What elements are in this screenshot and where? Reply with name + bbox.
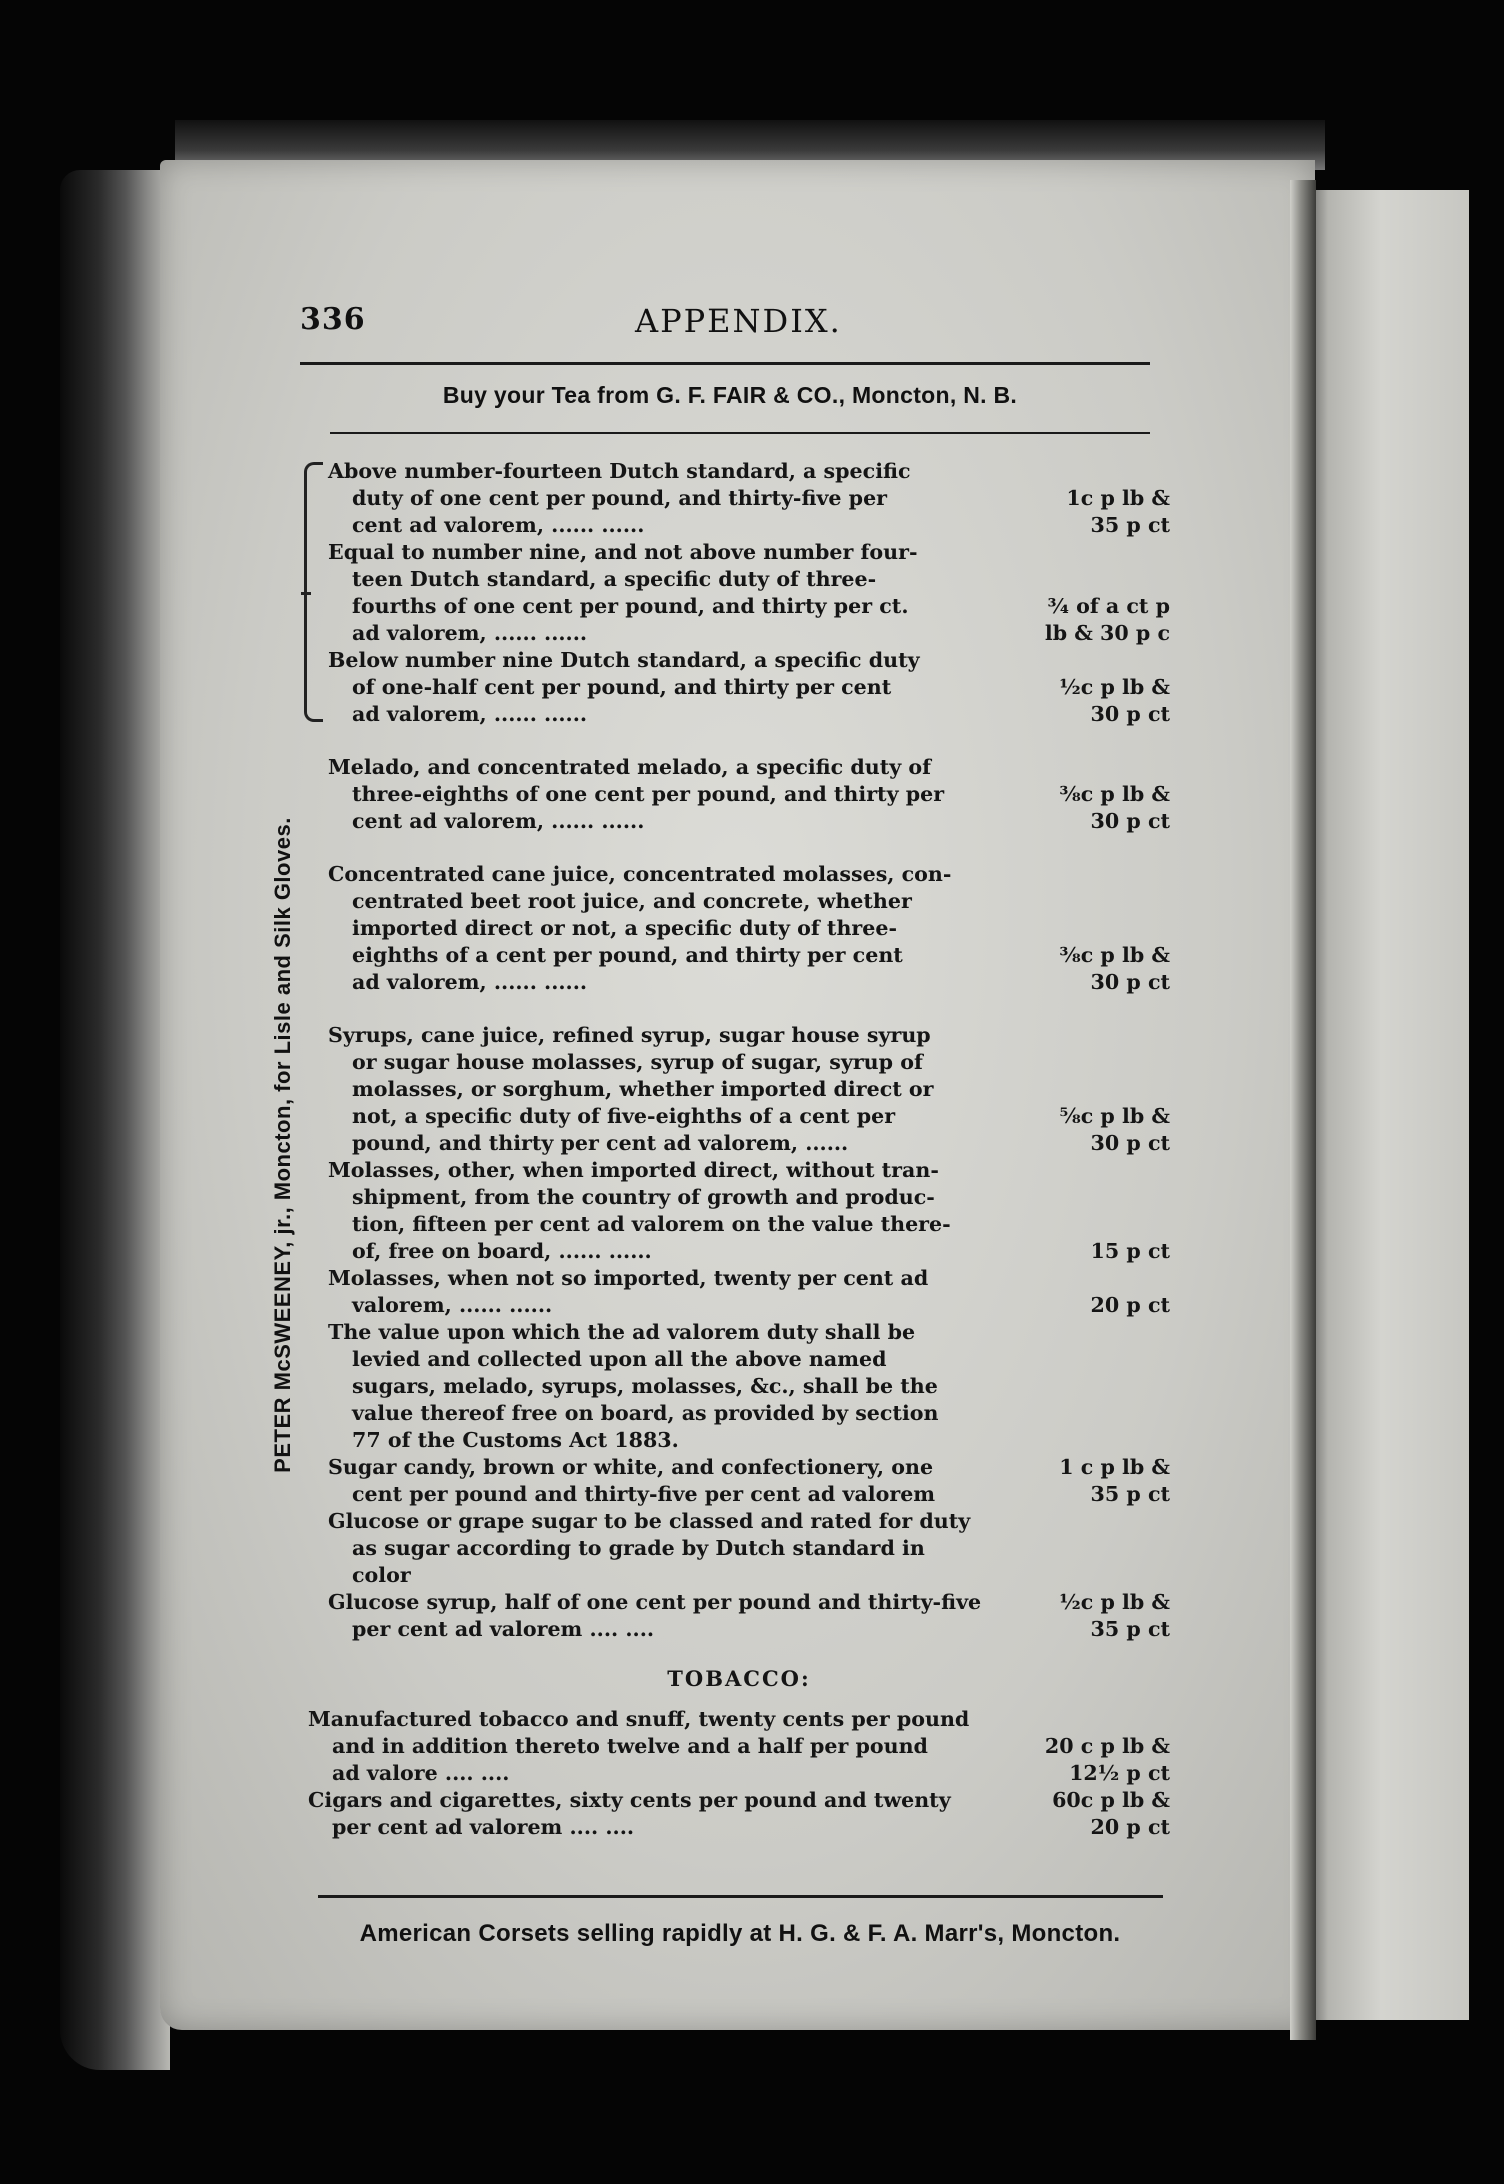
duty-rate bbox=[1042, 1706, 1170, 1787]
entry-description bbox=[328, 754, 1042, 835]
description-line: 77 of the Customs Act 1883. bbox=[352, 1428, 679, 1452]
description-line: Syrups, cane juice, refined syrup, sugar house syrup bbox=[328, 1023, 931, 1047]
duty-rate bbox=[1042, 754, 1170, 835]
top-advertisement: Buy your Tea from G. F. FAIR & CO., Moncton, N. B. bbox=[442, 382, 1018, 408]
description-line: Glucose or grape sugar to be classed and rated for duty bbox=[328, 1509, 971, 1533]
description-line: Equal to number nine, and not above number four- bbox=[328, 540, 918, 564]
bottom-advertisement: American Corsets selling rapidly at H. G. & F. A. Marr's, Moncton. bbox=[359, 1920, 1121, 1947]
side-advertisement: PETER McSWEENEY, jr., Moncton, for Lisle and Silk Gloves. bbox=[270, 817, 295, 1473]
duty-rate bbox=[1042, 1589, 1170, 1643]
tariff-entry bbox=[328, 458, 1170, 539]
rate-line: 1c p lb & bbox=[1066, 486, 1170, 510]
rate-line: 1 c p lb & bbox=[1059, 1455, 1170, 1479]
tariff-entries bbox=[328, 754, 1170, 1643]
tariff-entry bbox=[328, 1508, 1170, 1589]
footer-rule bbox=[318, 1895, 1163, 1898]
duty-rate bbox=[1042, 861, 1170, 996]
rate-line: ½c p lb & bbox=[1059, 1590, 1170, 1614]
rate-line: 15 p ct bbox=[1090, 1239, 1170, 1263]
description-line: imported direct or not, a specific duty of three- bbox=[352, 916, 898, 940]
rate-line: 30 p ct bbox=[1090, 1131, 1170, 1155]
description-line: ad valorem, ...... ...... bbox=[352, 702, 588, 726]
duty-rate bbox=[1042, 1022, 1170, 1157]
description-line: Molasses, when not so imported, twenty per cent ad bbox=[328, 1266, 929, 1290]
description-line: per cent ad valorem .... .... bbox=[332, 1815, 635, 1839]
entry-description bbox=[328, 1022, 1042, 1157]
facing-page bbox=[1306, 190, 1469, 2020]
duty-rate bbox=[1042, 1787, 1170, 1841]
duty-rate bbox=[1042, 1265, 1170, 1319]
duty-rate bbox=[1042, 539, 1170, 647]
rate-line: 20 p ct bbox=[1090, 1815, 1170, 1839]
tariff-entry bbox=[328, 1589, 1170, 1643]
page-gutter bbox=[1290, 180, 1316, 2040]
duty-rate bbox=[1042, 1454, 1170, 1508]
rate-line: 35 p ct bbox=[1090, 513, 1170, 537]
top-ad-rule bbox=[330, 432, 1150, 434]
description-line: teen Dutch standard, a specific duty of three- bbox=[352, 567, 877, 591]
description-line: Melado, and concentrated melado, a specific duty of bbox=[328, 755, 931, 779]
description-line: Below number nine Dutch standard, a specific duty bbox=[328, 648, 920, 672]
rate-line: ½c p lb & bbox=[1059, 675, 1170, 699]
tariff-entry bbox=[328, 1319, 1170, 1454]
entry-description bbox=[328, 1508, 1042, 1589]
tariff-entry bbox=[308, 1787, 1170, 1841]
description-line: of, free on board, ...... ...... bbox=[352, 1239, 652, 1263]
tariff-entry bbox=[328, 1454, 1170, 1508]
entry-description bbox=[328, 1589, 1042, 1643]
brace-mark bbox=[304, 462, 323, 722]
rate-line: 35 p ct bbox=[1090, 1617, 1170, 1641]
description-line: or sugar house molasses, syrup of sugar, syrup of bbox=[352, 1050, 923, 1074]
description-line: ad valorem, ...... ...... bbox=[352, 621, 588, 645]
tariff-entry bbox=[328, 1022, 1170, 1157]
rate-line: 20 c p lb & bbox=[1044, 1734, 1170, 1758]
description-line: ad valorem, ...... ...... bbox=[352, 970, 588, 994]
rate-line: ⅜c p lb & bbox=[1059, 782, 1170, 806]
description-line: cent ad valorem, ...... ...... bbox=[352, 809, 645, 833]
tariff-entry bbox=[328, 754, 1170, 835]
rate-line: 30 p ct bbox=[1090, 702, 1170, 726]
page-header bbox=[300, 302, 1150, 350]
entry-description bbox=[308, 1706, 1042, 1787]
description-line: cent ad valorem, ...... ...... bbox=[352, 513, 645, 537]
description-line: valorem, ...... ...... bbox=[352, 1293, 553, 1317]
description-line: fourths of one cent per pound, and thirty per ct. bbox=[352, 594, 909, 618]
tariff-entry bbox=[328, 861, 1170, 996]
description-line: Manufactured tobacco and snuff, twenty cents per pound bbox=[308, 1707, 970, 1731]
rate-line: 30 p ct bbox=[1090, 809, 1170, 833]
tobacco-entries bbox=[308, 1706, 1170, 1841]
header-rule bbox=[300, 362, 1150, 365]
running-title: APPENDIX. bbox=[635, 302, 842, 340]
rate-line: 20 p ct bbox=[1090, 1293, 1170, 1317]
description-line: value thereof free on board, as provided by section bbox=[352, 1401, 939, 1425]
description-line: Cigars and cigarettes, sixty cents per pound and twenty bbox=[308, 1788, 951, 1812]
description-line: three-eighths of one cent per pound, and thirty per bbox=[352, 782, 945, 806]
entry-description bbox=[328, 1157, 1042, 1265]
tariff-text bbox=[308, 458, 1170, 1841]
tariff-entry bbox=[308, 1706, 1170, 1787]
description-line: Molasses, other, when imported direct, without tran- bbox=[328, 1158, 939, 1182]
description-line: Glucose syrup, half of one cent per pound and thirty-five bbox=[328, 1590, 982, 1614]
description-line: molasses, or sorghum, whether imported direct or bbox=[352, 1077, 934, 1101]
tobacco-section bbox=[308, 1665, 1170, 1841]
duty-rate bbox=[1042, 458, 1170, 539]
entry-description bbox=[328, 861, 1042, 996]
description-line: cent per pound and thirty-five per cent ad valorem bbox=[352, 1482, 936, 1506]
description-line: as sugar according to grade by Dutch standard in bbox=[352, 1536, 925, 1560]
description-line: eighths of a cent per pound, and thirty per cent bbox=[352, 943, 903, 967]
entry-description bbox=[328, 647, 1042, 728]
rate-line: ⅜c p lb & bbox=[1059, 943, 1170, 967]
description-line: and in addition thereto twelve and a half per pound bbox=[332, 1734, 928, 1758]
description-line: per cent ad valorem .... .... bbox=[352, 1617, 655, 1641]
tariff-entry bbox=[328, 1265, 1170, 1319]
description-line: of one-half cent per pound, and thirty per cent bbox=[352, 675, 892, 699]
duty-rate bbox=[1042, 1319, 1170, 1454]
description-line: duty of one cent per pound, and thirty-five per bbox=[352, 486, 888, 510]
entry-description bbox=[308, 1787, 1042, 1841]
rate-line: lb & 30 p c bbox=[1044, 621, 1170, 645]
duty-rate bbox=[1042, 1157, 1170, 1265]
description-line: not, a specific duty of five-eighths of a cent per bbox=[352, 1104, 896, 1128]
tariff-entry bbox=[328, 647, 1170, 728]
description-line: centrated beet root juice, and concrete, whether bbox=[352, 889, 912, 913]
description-line: levied and collected upon all the above named bbox=[352, 1347, 887, 1371]
entry-description bbox=[328, 1319, 1042, 1454]
description-line: Concentrated cane juice, concentrated molasses, con- bbox=[328, 862, 952, 886]
rate-line: 30 p ct bbox=[1090, 970, 1170, 994]
entry-description bbox=[328, 539, 1042, 647]
entry-description bbox=[328, 458, 1042, 539]
duty-rate bbox=[1042, 647, 1170, 728]
description-line: Sugar candy, brown or white, and confectionery, one bbox=[328, 1455, 934, 1479]
page-number: 336 bbox=[300, 302, 366, 337]
description-line: Above number-fourteen Dutch standard, a specific bbox=[328, 459, 911, 483]
tobacco-heading: TOBACCO: bbox=[667, 1666, 811, 1691]
description-line: sugars, melado, syrups, molasses, &c., shall be the bbox=[352, 1374, 938, 1398]
duty-rate bbox=[1042, 1508, 1170, 1589]
rate-line: ¾ of a ct p bbox=[1047, 594, 1170, 618]
description-line: pound, and thirty per cent ad valorem, ...... bbox=[352, 1131, 849, 1155]
rate-line: 35 p ct bbox=[1090, 1482, 1170, 1506]
description-line: tion, fifteen per cent ad valorem on the value there- bbox=[352, 1212, 951, 1236]
description-line: The value upon which the ad valorem duty shall be bbox=[328, 1320, 916, 1344]
bracketed-entries bbox=[302, 458, 1170, 728]
tariff-entry bbox=[328, 1157, 1170, 1265]
tariff-entry bbox=[328, 539, 1170, 647]
rate-line: 60c p lb & bbox=[1052, 1788, 1170, 1812]
entry-description bbox=[328, 1265, 1042, 1319]
book-left-edge bbox=[60, 170, 170, 2070]
rate-line: 12½ p ct bbox=[1069, 1761, 1170, 1785]
rate-line: ⅝c p lb & bbox=[1059, 1104, 1170, 1128]
description-line: color bbox=[352, 1563, 411, 1587]
entry-description bbox=[328, 1454, 1042, 1508]
description-line: shipment, from the country of growth and produc- bbox=[352, 1185, 935, 1209]
description-line: ad valore .... .... bbox=[332, 1761, 510, 1785]
